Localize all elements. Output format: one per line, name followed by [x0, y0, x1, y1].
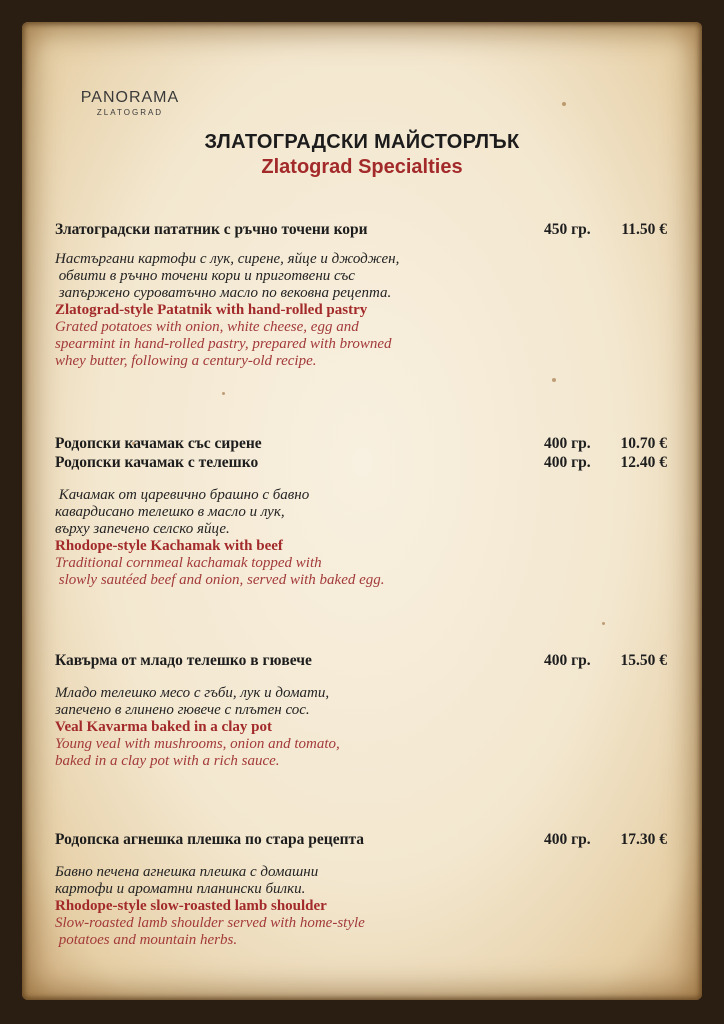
description-bg-line: запържено суроватъчно масло по вековна рецепта. [55, 285, 392, 301]
section-title-bg: ЗЛАТОГРАДСКИ МАЙСТОРЛЪК [204, 131, 520, 153]
paper-speck [552, 378, 556, 382]
description-bg-line: обвити в ръчно точени кори и приготвени със [55, 268, 355, 284]
paper-speck [602, 622, 605, 625]
section-title-en: Zlatograd Specialties [261, 156, 463, 178]
logo-name: PANORAMA [80, 89, 180, 106]
description-bg-line: кавардисано телешко в масло и лук, [55, 504, 285, 520]
dish-row [55, 830, 667, 849]
dish-weight: 400 гр. [544, 454, 591, 471]
description-bg-line: върху запечено селско яйце. [55, 521, 230, 537]
dish-name: Родопска агнешка плешка по стара рецепта [55, 831, 365, 848]
description-bg-line: Младо телешко месо с гъби, лук и домати, [55, 685, 330, 701]
dish-name-en: Zlatograd-style Patatnik with hand-rolled pastry [55, 302, 368, 318]
dish-name-en: Rhodope-style Kachamak with beef [55, 538, 283, 554]
dish-price: 12.40 € [620, 454, 667, 471]
description-en-line: spearmint in hand-rolled pastry, prepared with browned [55, 336, 392, 352]
description-bg-line: Настъргани картофи с лук, сирене, яйце и джоджен, [55, 251, 400, 267]
description-en-line: Slow-roasted lamb shoulder served with home-style [55, 915, 365, 931]
paper-speck [222, 392, 225, 395]
description-en-line: Traditional cornmeal kachamak topped with [55, 555, 322, 571]
logo-subtitle: ZLATOGRAD [96, 108, 164, 117]
dish-weight: 400 гр. [544, 435, 591, 452]
description-bg-line: картофи и ароматни планински билки. [55, 881, 306, 897]
dish-name-en: Veal Kavarma baked in a clay pot [55, 719, 272, 735]
dish-name: Родопски качамак със сирене [55, 435, 262, 452]
restaurant-logo [75, 89, 185, 117]
dish-name: Родопски качамак с телешко [55, 454, 259, 471]
dish-name: Златоградски пататник с ръчно точени кори [55, 221, 368, 238]
paper-speck [562, 102, 566, 106]
menu-item [55, 651, 667, 770]
dish-weight: 450 гр. [544, 221, 591, 238]
menu-item [55, 434, 667, 589]
menu-item [55, 830, 667, 949]
description-en-line: potatoes and mountain herbs. [55, 932, 238, 948]
dish-price: 11.50 € [621, 221, 667, 238]
description-bg-line: Бавно печена агнешка плешка с домашни [55, 864, 319, 880]
menu-item [55, 220, 667, 370]
dish-price: 15.50 € [620, 652, 667, 669]
description-en-line: Grated potatoes with onion, white cheese, egg and [55, 319, 359, 335]
dish-name: Кавърма от младо телешко в гювече [55, 652, 312, 669]
dish-row [55, 220, 667, 239]
dish-row [55, 651, 667, 670]
dish-row [55, 453, 667, 472]
description-bg-line: запечено в глинено гювече с плътен сос. [55, 702, 310, 718]
dish-price: 17.30 € [620, 831, 667, 848]
dish-price: 10.70 € [620, 435, 667, 452]
dish-weight: 400 гр. [544, 652, 591, 669]
section-header [0, 131, 724, 179]
dish-name-en: Rhodope-style slow-roasted lamb shoulder [55, 898, 327, 914]
description-en-line: slowly sautéed beef and onion, served with baked egg. [55, 572, 385, 588]
dish-row [55, 434, 667, 453]
dish-weight: 400 гр. [544, 831, 591, 848]
description-bg-line: Качамак от царевично брашно с бавно [55, 487, 310, 503]
description-en-line: whey butter, following a century-old recipe. [55, 353, 317, 369]
description-en-line: Young veal with mushrooms, onion and tomato, [55, 736, 340, 752]
description-en-line: baked in a clay pot with a rich sauce. [55, 753, 280, 769]
